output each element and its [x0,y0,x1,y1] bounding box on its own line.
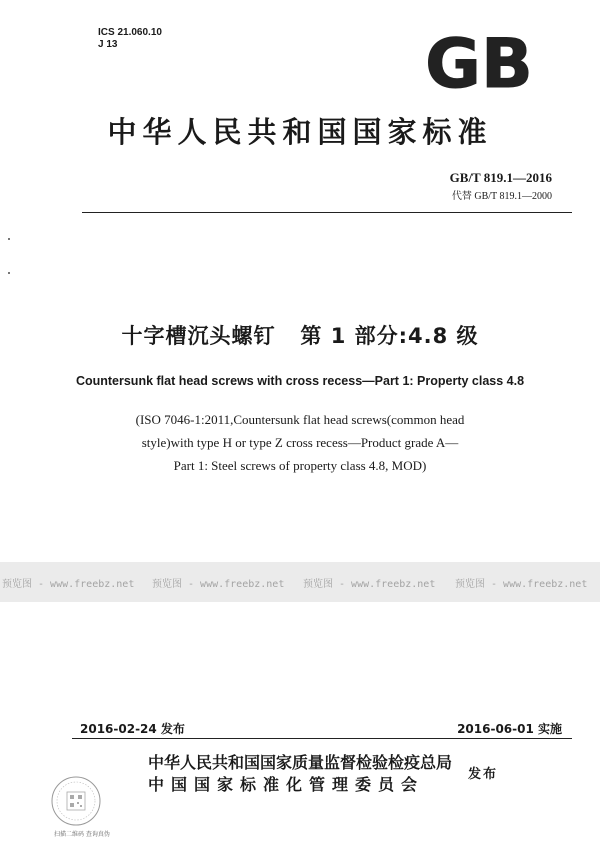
chinese-title [0,320,600,350]
iso-reference [60,408,540,477]
ics-code: ICS 21.060.10 [98,27,162,38]
national-standard-title: 中华人民共和国国家标准 [107,115,493,149]
anti-counterfeit-seal-icon [50,775,102,827]
issuer-sac: 中国国家标准化管理委员会 [148,775,425,794]
margin-mark [8,238,10,240]
watermark-text: 预览图 - www.freebz.net [152,579,285,590]
gb-logo [421,32,537,96]
watermark-text: 预览图 - www.freebz.net [2,579,135,590]
ccs-code: J 13 [98,39,118,50]
english-title: Countersunk flat head screws with cross recess—Part 1: Property class 4.8 [75,374,525,388]
header-divider [82,212,572,213]
chinese-title-part: 第 1 部分:4.8 级 [300,324,479,348]
iso-reference-line: style)with type H or type Z cross recess—Product grade A— [141,435,459,450]
seal-caption: 扫描二维码 查询真伪 [54,831,110,838]
classification-codes [98,27,162,51]
iso-reference-line: (ISO 7046-1:2011,Countersunk flat head screws(common head [135,412,465,427]
replaces-standard: 代替 GB/T 819.1—2000 [451,191,552,202]
chinese-title-main: 十字槽沉头螺钉 [121,324,276,348]
footer-divider [72,738,572,739]
issuing-authorities [148,752,452,796]
watermark-text: 预览图 - www.freebz.net [455,579,588,590]
iso-reference-line: Part 1: Steel screws of property class 4.8, MOD) [173,458,427,473]
watermark-band [0,562,600,602]
standard-number: GB/T 819.1—2016 [449,170,552,185]
publish-label: 发布 [468,767,499,782]
issuer-aqsiq: 中华人民共和国国家质量监督检验检疫总局 [148,753,453,772]
implementation-date: 2016-06-01 实施 [457,722,562,736]
issue-date: 2016-02-24 发布 [80,722,185,736]
margin-mark [8,272,10,274]
gb-logo-text: GB [425,32,533,96]
watermark-text: 预览图 - www.freebz.net [303,579,436,590]
